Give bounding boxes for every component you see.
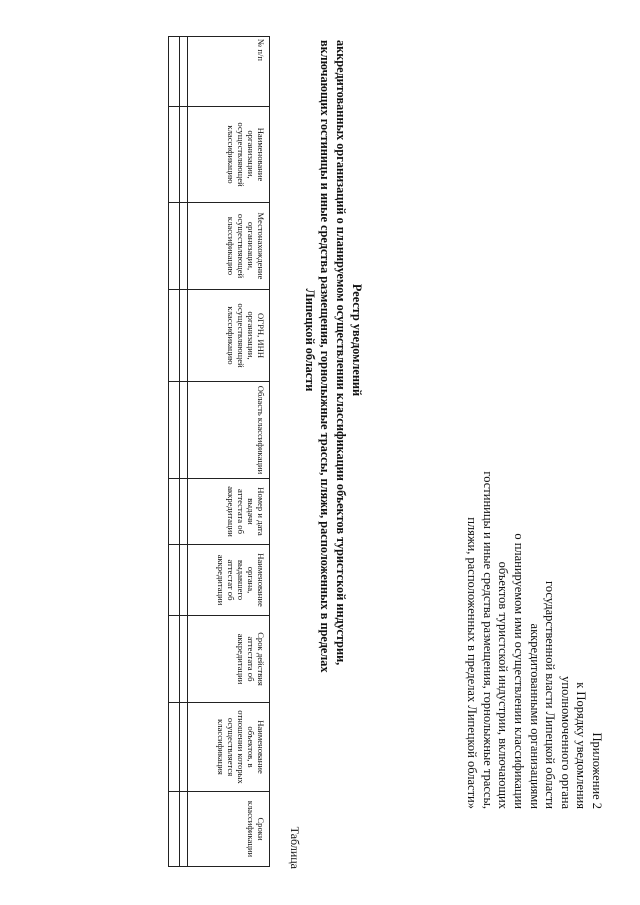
table-cell xyxy=(169,203,180,290)
table-cell xyxy=(169,107,180,203)
title-line: Липецкой области xyxy=(302,288,317,392)
column-header: Срок действия аттестата об аккредитации xyxy=(188,616,270,703)
table-cell xyxy=(169,545,180,616)
column-header: Номер и дата выдачи аттестата об аккредитации xyxy=(188,479,270,545)
table-cell xyxy=(180,703,188,792)
appendix-line: государственной власти Липецкой области xyxy=(543,581,558,809)
appendix-line: Приложение 2 xyxy=(590,732,604,809)
column-header: ОГРН, ИНН организации, осуществляющей классификацию xyxy=(188,290,270,382)
table-caption: Таблица xyxy=(288,826,302,869)
table-cell xyxy=(169,792,180,867)
column-header: Сроки классификации xyxy=(188,792,270,867)
table-cell xyxy=(180,382,188,479)
table-cell xyxy=(169,290,180,382)
table-cell xyxy=(180,290,188,382)
appendix-line: к Порядку уведомления xyxy=(574,682,589,809)
column-header: Наименование объектов, в отношении которых осуществляется классификация xyxy=(188,703,270,792)
table-cell xyxy=(169,479,180,545)
appendix-line: пляжи, расположенных в пределах Липецкой области» xyxy=(465,517,480,809)
appendix-line: объектов туристской индустрии, включающих xyxy=(496,561,511,809)
appendix-line: гостиницы и иные средства размещения, горнолыжные трассы, xyxy=(480,471,495,809)
title-line: Реестр уведомлений xyxy=(350,283,364,397)
table-cell xyxy=(180,203,188,290)
document-title xyxy=(301,40,364,673)
table-cell xyxy=(180,107,188,203)
table-header-row xyxy=(188,37,270,867)
table-cell xyxy=(180,616,188,703)
column-header: Местонахождение организации, осуществляющей классификацию xyxy=(188,203,270,290)
title-line: аккредитованных организаций о планируемом осуществлении классификации объектов туристской индустрии, xyxy=(334,40,349,666)
table-cell xyxy=(180,545,188,616)
table-cell xyxy=(169,703,180,792)
appendix-heading xyxy=(464,409,604,809)
appendix-line: уполномоченного органа xyxy=(558,676,573,809)
table-cell xyxy=(180,479,188,545)
column-header: Наименование организации, осуществляющей классификацию xyxy=(188,107,270,203)
table-cell xyxy=(180,37,188,107)
appendix-line: о планируемом ими осуществлении классификации xyxy=(512,533,527,809)
table-row xyxy=(180,37,188,867)
table-cell xyxy=(169,37,180,107)
registry-table xyxy=(168,36,270,867)
column-header: Область классификации xyxy=(188,382,270,479)
table-cell xyxy=(169,616,180,703)
table-cell xyxy=(180,792,188,867)
table-cell xyxy=(169,382,180,479)
column-header: № п/п xyxy=(188,37,270,107)
table-row xyxy=(169,37,180,867)
column-header: Наименование органа, выдавшего аттестат об аккредитации xyxy=(188,545,270,616)
title-line: включающих гостиницы и иные средства размещения, горнолыжные трассы, пляжи, расположенных в пределах xyxy=(318,40,333,673)
appendix-line: аккредитованными организациями xyxy=(527,623,542,809)
